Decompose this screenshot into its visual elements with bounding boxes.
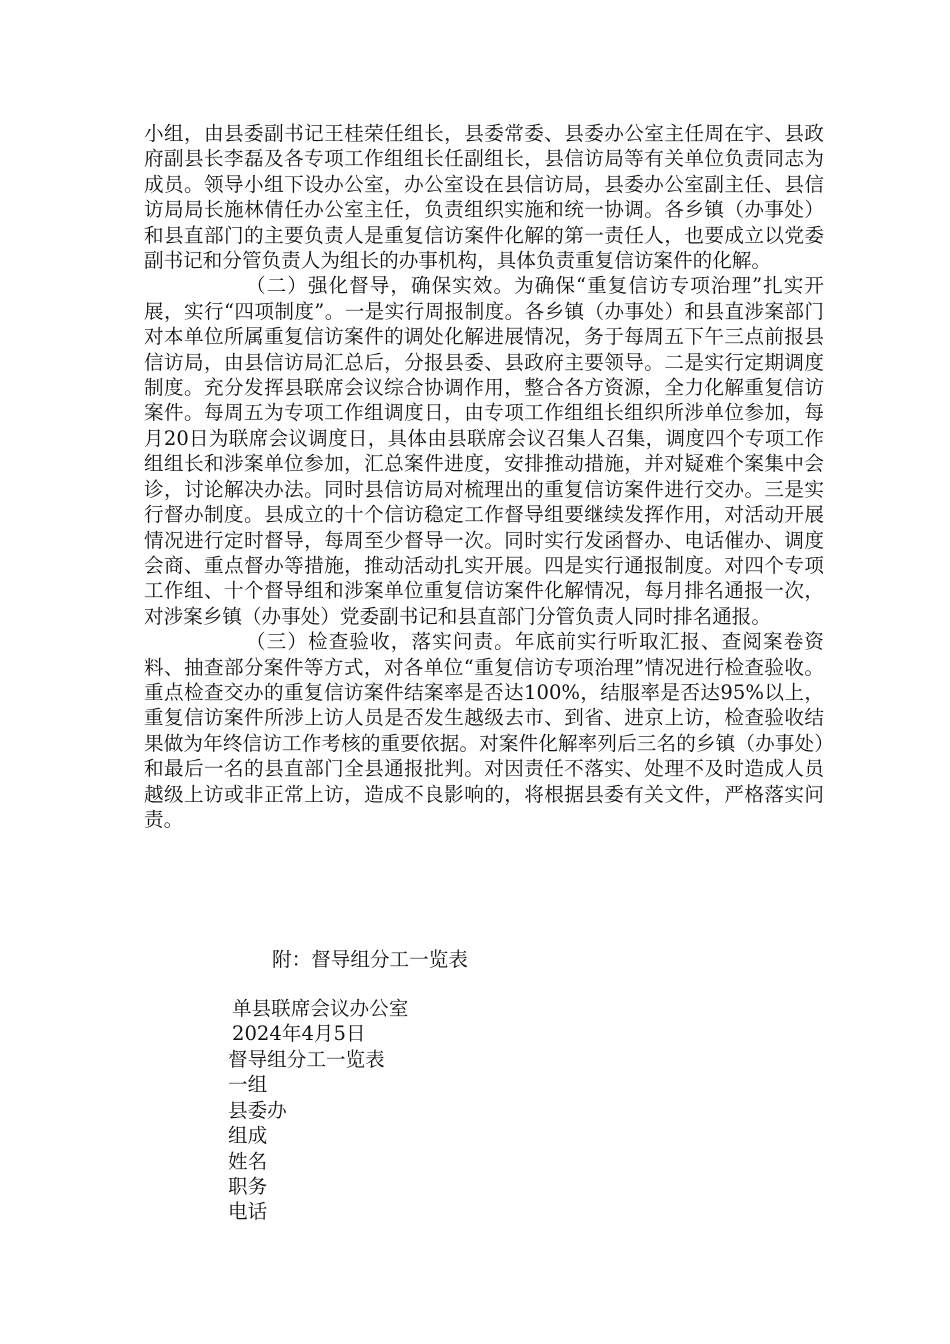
table-unit: 县委办 — [228, 1098, 287, 1122]
table-group: 一组 — [228, 1073, 268, 1097]
table-header-position: 职务 — [228, 1174, 268, 1198]
paragraph-leading-group: 小组，由县委副书记王桂荣任组长，县委常委、县委办公室主任周在宇、县政府副县长李磊及各专项工作组组长任副组长，县信访局等有关单位负责同志为成员。领导小组下设办公室，办公室设在县信访局，县委办公室副主任、县信访局局长施林倩任办公室主任，负责组织实施和统一协调。各乡镇（办事处）和县直部门的主要负责人是重复信访案件化解的第一责任人，也要成立以党委副书记和分管负责人为组长的办事机构，具体负责重复信访案件的化解。 — [144, 122, 824, 273]
table-header-phone: 电话 — [228, 1200, 268, 1224]
signature-block — [232, 996, 408, 1047]
table-header-composition: 组成 — [228, 1124, 268, 1148]
attachment-note: 附：督导组分工一览表 — [272, 948, 468, 971]
paragraph-inspection: （三）检查验收，落实问责。年底前实行听取汇报、查阅案卷资料、抽查部分案件等方式，对各单位“重复信访专项治理”情况进行检查验收。重点检查交办的重复信访案件结案率是否达100%，结服率是否达95%以上，重复信访案件所涉上访人员是否发生越级去市、到省、进京上访，检查验收结果做为年终信访工作考核的重要依据。对案件化解率列后三名的乡镇（办事处）和最后一名的县直部门全县通报批判。对因责任不落实、处理不及时造成人员越级上访或非正常上访，造成不良影响的，将根据县委有关文件，严格落实问责。 — [144, 630, 824, 831]
table-title: 督导组分工一览表 — [228, 1048, 385, 1071]
document-body — [144, 121, 824, 832]
table-header-name: 姓名 — [228, 1149, 268, 1173]
signature-date: 2024年4月5日 — [232, 1022, 366, 1046]
supervision-table-text — [228, 1047, 385, 1225]
signature-organization: 单县联席会议办公室 — [232, 997, 409, 1020]
paragraph-supervision: （二）强化督导，确保实效。为确保“重复信访专项治理”扎实开展，实行“四项制度”。一是实行周报制度。各乡镇（办事处）和县直涉案部门对本单位所属重复信访案件的调处化解进展情况，务于每周五下午三点前报县信访局，由县信访局汇总后，分报县委、县政府主要领导。二是实行定期调度制度。充分发挥县联席会议综合协调作用，整合各方资源，全力化解重复信访案件。每周五为专项工作组调度日，由专项工作组组长组织所涉单位参加，每月20日为联席会议调度日，具体由县联席会议召集人召集，调度四个专项工作组组长和涉案单位参加，汇总案件进度，安排推动措施，并对疑难个案集中会诊，讨论解决办法。同时县信访局对梳理出的重复信访案件进行交办。三是实行督办制度。县成立的十个信访稳定工作督导组要继续发挥作用，对活动开展情况进行定时督导，每周至少督导一次。同时实行发函督办、电话催办、调度会商、重点督办等措施，推动活动扎实开展。四是实行通报制度。对四个专项工作组、十个督导组和涉案单位重复信访案件化解情况，每月排名通报一次，对涉案乡镇（办事处）党委副书记和县直部门分管负责人同时排名通报。 — [144, 274, 824, 628]
